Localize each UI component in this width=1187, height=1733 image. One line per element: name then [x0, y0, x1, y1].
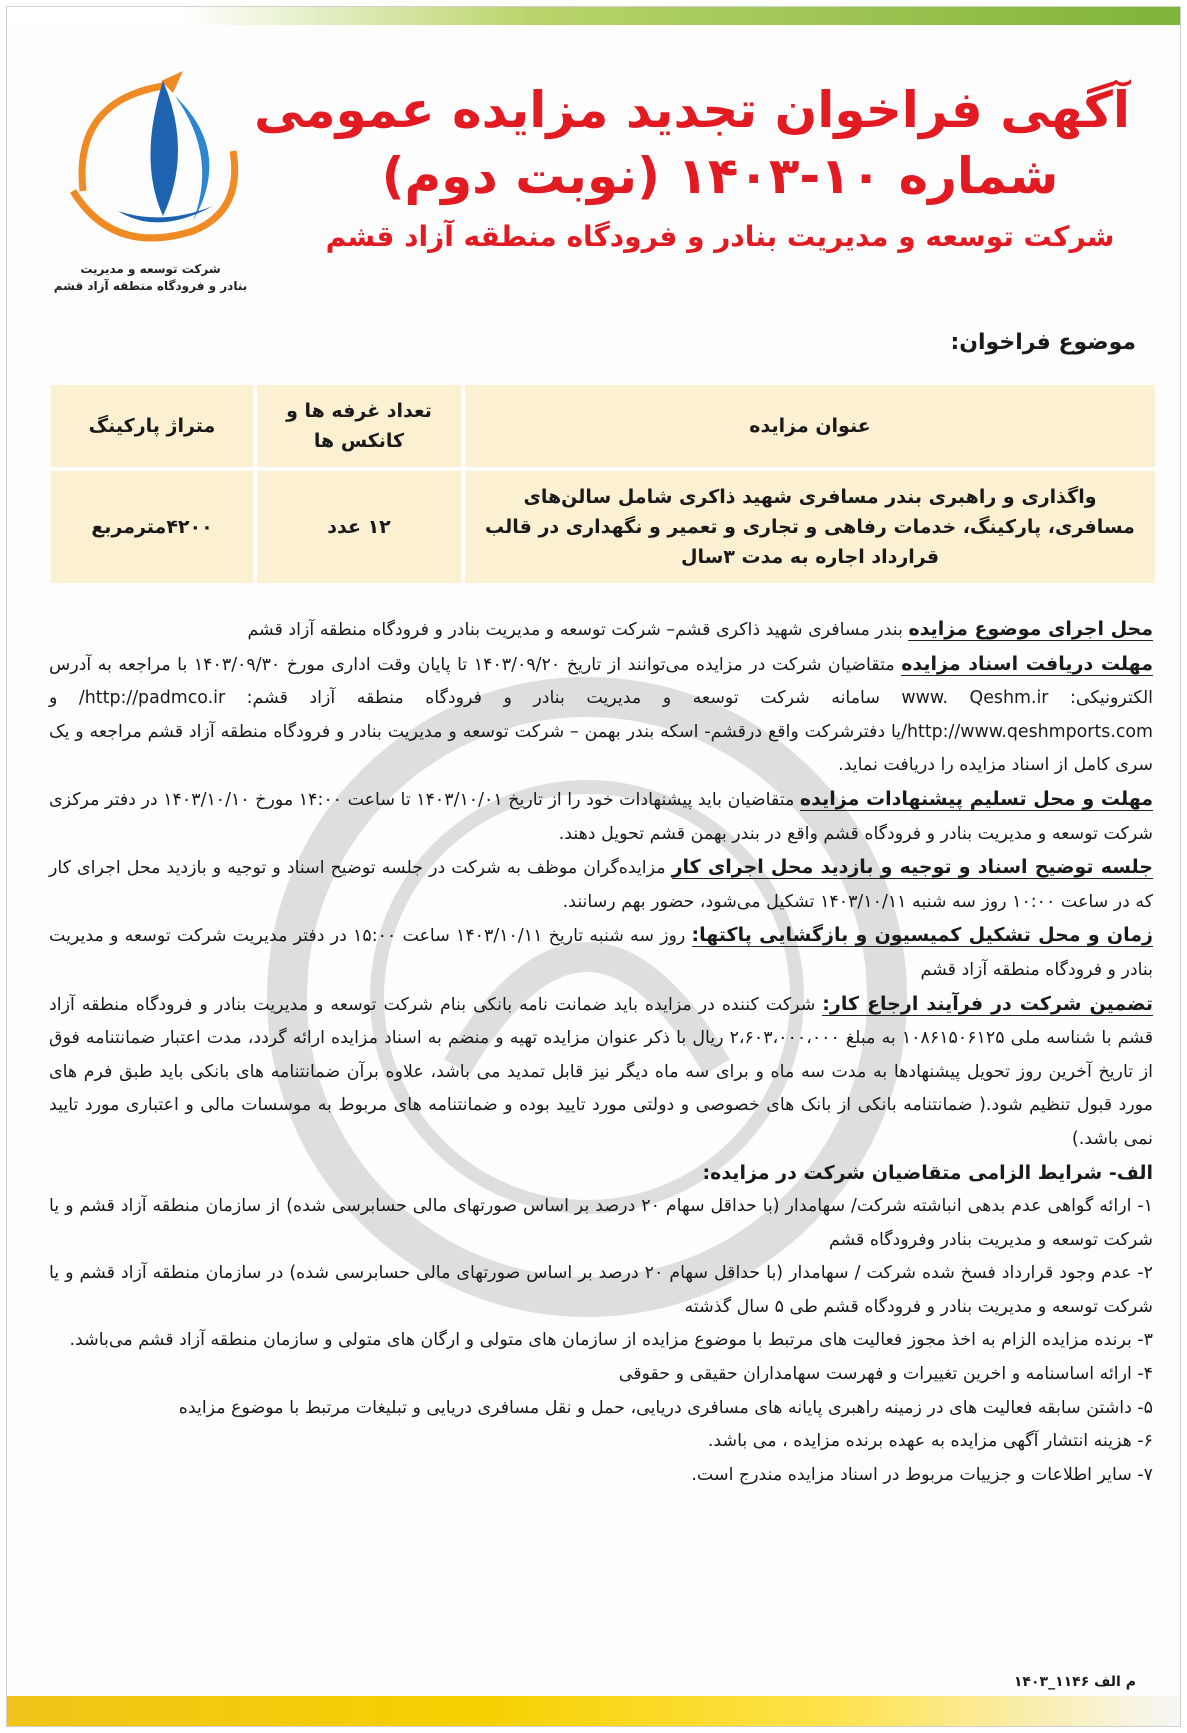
company-logo	[43, 41, 258, 311]
header-parking-area: متراژ پارکینگ	[51, 385, 253, 467]
cell-auction-title: واگذاری و راهبری بندر مسافری شهید ذاکری شامل سالن‌های مسافری، پارکینگ، خدمات رفاهی و تجاری و تعمیر و نگهداری در قالب قرارداد اجاره به مدت ۳سال	[465, 471, 1155, 583]
section-opening-text: روز سه شنبه تاریخ ۱۴۰۳/۱۰/۱۱ ساعت ۱۵:۰۰ در دفتر مدیریت شرکت توسعه و مدیریت بنادر و فرودگاه منطقه آزاد قشم	[49, 926, 1153, 980]
list-item: ۶- هزینه انتشار آگهی مزایده به عهده برنده مزایده ، می باشد.	[707, 1431, 1153, 1452]
section-guarantee-text: شرکت کننده در مزایده باید ضمانت نامه بانکی بنام شرکت توسعه و مدیریت بنادر و فرودگاه منطقه آزاد قشم با شناسه ملی ۱۰۸۶۱۵۰۶۱۲۵ به مبلغ ۲،۶۰۳،۰۰۰،۰۰۰ ریال با ذکر عنوان مزایده تهیه و منضم به اسناد مزایده ارائه گردد، مدت اعتبار ضمانتنامه فوق از تاریخ آخرین روز تحویل پیشنهادها به مدت سه ماه و برای سه ماه دیگر نیز قابل تمدید می باشد، علاوه برآن ضمانتنامه های بانکی باید طبق فرم های مورد قبول تنظیم شود.( ضمانتنامه بانکی از بانک های خصوصی و دولتی مورد تایید بوده و ضمانتنامه های مربوط به موسسات مالی و اعتباری مورد تایید نمی باشد.)	[49, 994, 1154, 1149]
company-name: شرکت توسعه و مدیریت بنادر و فرودگاه منطقه آزاد قشم	[325, 220, 1115, 253]
list-item: ۵- داشتن سابقه فعالیت های در زمینه راهبری پایانه های مسافری دریایی، حمل و نقل مسافری دریایی و تبلیغات مرتبط با موضوع مزایده	[178, 1397, 1153, 1418]
section-location-text: بندر مسافری شهید ذاکری قشم– شرکت توسعه و مدیریت بنادر و فرودگاه منطقه آزاد قشم	[247, 620, 909, 640]
logo-caption-line1: شرکت توسعه و مدیریت	[80, 262, 221, 276]
announcement-title-block	[254, 77, 1130, 257]
header-auction-title: عنوان مزایده	[465, 385, 1155, 467]
section-opening-heading: زمان و محل تشکیل کمیسیون و بازگشایی پاکتها:	[691, 924, 1153, 947]
section-submission	[49, 783, 1153, 851]
logo-caption-line2: بنادر و فرودگاه منطقه آزاد قشم	[53, 279, 248, 293]
announcement-body	[49, 613, 1153, 1492]
section-submission-text: متقاضیان باید پیشنهادات خود را از تاریخ ۱۴۰۳/۱۰/۰۱ تا ساعت ۱۴:۰۰ مورخ ۱۴۰۳/۱۰/۱۰ در دفتر مرکزی شرکت توسعه و مدیریت بنادر و فرودگاه قشم واقع در بندر بهمن قشم تحویل دهند.	[49, 789, 1153, 844]
section-submission-heading: مهلت و محل تسلیم پیشنهادات مزایده	[799, 787, 1154, 810]
section-briefing-heading: جلسه توضیح اسناد و توجیه و بازدید محل اجرای کار	[671, 856, 1153, 879]
cell-parking-area: ۴۲۰۰مترمربع	[51, 471, 253, 583]
conditions-title: الف- شرایط الزامی متقاضیان شرکت در مزایده:	[702, 1161, 1153, 1184]
section-location-heading: محل اجرای موضوع مزایده	[908, 618, 1153, 640]
list-item: ۲- عدم وجود قرارداد فسخ شده شرکت / سهامدار (با حداقل سهام ۲۰ درصد بر اساس صورتهای مالی حسابرسی شده) در سازمان منطقه آزاد قشم و یا شرکت توسعه و مدیریت بنادر و فرودگاه قشم طی ۵ سال گذشته	[49, 1263, 1153, 1317]
section-docs-heading: مهلت دریافت اسناد مزایده	[901, 652, 1153, 675]
section-guarantee	[49, 988, 1153, 1157]
section-docs-text: متقاضیان شرکت در مزایده می‌توانند از تاریخ ۱۴۰۳/۰۹/۲۰ تا پایان وقت اداری مورخ ۱۴۰۳/۰۹/۳۰ با مراجعه به آدرس الکترونیکی: www. Qeshm.ir سامانه شرکت توسعه و مدیریت بنادر و فرودگاه منطقه آزاد قشم: http://padmco.ir/ و http://www.qeshmports.com/یا دفترشرکت واقع درقشم- اسکه بندر بهمن – شرکت توسعه و مدیریت بنادر و فرودگاه منطقه آزاد قشم مراجعه و یک سری کامل از اسناد مزایده را دریافت نماید.	[49, 654, 1153, 776]
section-opening	[49, 919, 1153, 987]
list-item: ۴- ارائه اساسنامه و اخرین تغییرات و فهرست سهامداران حقیقی و حقوقی	[618, 1364, 1153, 1385]
section-briefing-text: مزایده‌گران موظف به شرکت در جلسه توضیح اسناد و توجیه و بازدید محل اجرای کار که در ساعت ۱۰:۰۰ روز سه شنبه ۱۴۰۳/۱۰/۱۱ تشکیل می‌شود، حضور بهم رسانند.	[49, 858, 1153, 912]
announcement-page	[6, 6, 1181, 1727]
list-item: ۷- سایر اطلاعات و جزییات مربوط در اسناد مزایده مندرج است.	[691, 1464, 1153, 1485]
logo-sail-icon	[43, 41, 258, 256]
list-item: ۳- برنده مزایده الزام به اخذ مجوز فعالیت های مرتبط با موضوع مزایده از سازمان های متولی و ارگان های متولی و سازمان منطقه آزاد قشم می‌باشد.	[69, 1330, 1153, 1351]
announcement-title: آگهی فراخوان تجدید مزایده عمومی	[254, 81, 1130, 139]
footer-code: م الف ۱۱۴۶_۱۴۰۳	[1013, 1674, 1136, 1690]
cell-booth-count: ۱۲ عدد	[257, 471, 461, 583]
bottom-decorative-bar	[7, 1696, 1180, 1726]
section-briefing	[49, 851, 1153, 919]
list-item: ۱- ارائه گواهی عدم بدهی انباشته شرکت/ سهامدار (با حداقل سهام ۲۰ درصد بر اساس صورتهای مالی حسابرسی شده) از سازمان منطقه آزاد قشم و یا شرکت توسعه و مدیریت بنادر وفرودگاه قشم	[49, 1196, 1153, 1250]
logo-caption	[43, 261, 258, 295]
section-location	[49, 613, 1153, 648]
auction-table	[47, 381, 1159, 587]
section-guarantee-heading: تضمین شرکت در فرآیند ارجاع کار:	[822, 992, 1153, 1015]
top-decorative-bar	[7, 7, 1180, 25]
subject-label: موضوع فراخوان:	[950, 330, 1136, 355]
header-booth-count: تعداد غرفه ها و کانکس ها	[257, 385, 461, 467]
table-row	[51, 471, 1155, 583]
section-docs	[49, 648, 1153, 783]
announcement-number: شماره ۱۰-۱۴۰۳ (نوبت دوم)	[381, 147, 1059, 205]
table-header-row	[51, 385, 1155, 467]
